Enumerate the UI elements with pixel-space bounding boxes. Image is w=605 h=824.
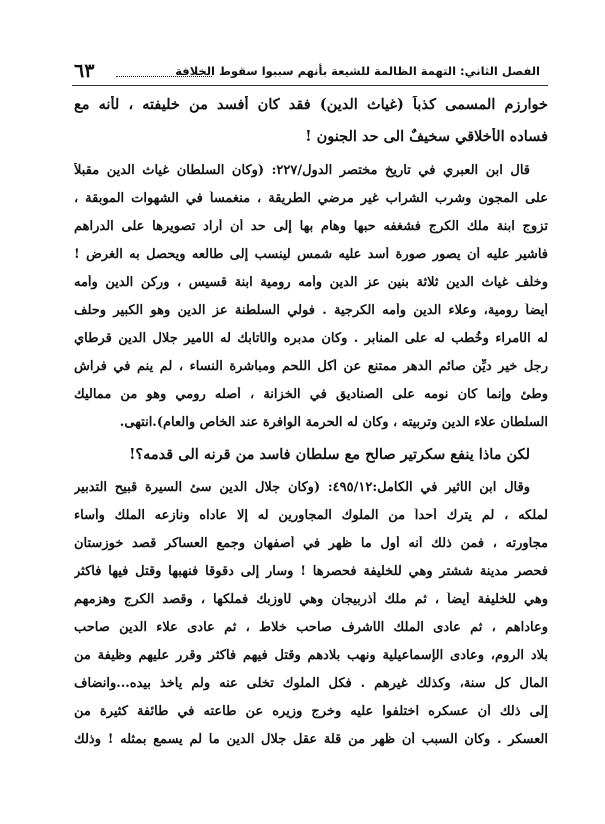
text-line: له الأمراء وخُطب له على المنابر . وكان مدبره والأتابك له الأمير جلال الدين قرطاي <box>74 331 548 346</box>
text-line: تزوج ابنة ملك الكرج فشغفه حبها وهام بها إلى حد أن أراد تصويرها على الدراهم <box>74 219 548 234</box>
header-dotted-leader <box>116 76 212 77</box>
text-line: فساده الأخلاقي سخيفٌ الى حد الجنون ! <box>305 128 548 145</box>
text-line: رجل خير ديِّن صائم الدهر ممتنع عن أكل اللحم ومباشرة النساء ، لم ينم في فراش <box>74 359 548 374</box>
text-line: وطئ وإنما كان نومه على الصناديق في الخزانة ، أصله رومي وهو من مماليك <box>74 387 548 402</box>
text-line: وعاداهم ، ثم عادى الملك الأشرف صاحب خلاط ، ثم عادى علاء الدين صاحب <box>74 620 548 635</box>
text-line: أيضاً رومية، وعلاء الدين وأمه الكرجية . فولي السلطنة عز الدين وهو الكبير وحلف <box>74 303 548 318</box>
text-line: فأشير عليه أن يصور صورة أسد عليه شمس لينسب إلى طالعه ويحصل به الغرض ! <box>74 247 548 262</box>
text-line: قال ابن العبري في تاريخ مختصر الدول/٢٢٧: (وكان السلطان غياث الدين مقبلاً <box>74 163 530 178</box>
page-number: ٦٣ <box>74 60 95 82</box>
text-line: وهي للخليفة أيضاً ، ثم ملك أذربيجان وهي لأوزبك فملكها ، وقصد الكرج وهزمهم <box>74 592 548 607</box>
text-line: بلاد الروم، وعادى الإسماعيلية ونهب بلادهم وقتل فيهم فأكثر وقرر عليهم وظيفة من <box>74 648 548 663</box>
text-line: إلى ذلك أن عسكره اختلفوا عليه وخرج وزيره عن طاعته في طائفة كثيرة من <box>74 704 548 719</box>
text-line: لملكه ، لم يترك أحداً من الملوك المجاورين له إلا عاداه ونازعه الملك وأساء <box>74 508 548 523</box>
text-line: لكن ماذا ينفع سكرتير صالح مع سلطان فاسد من قرنه الى قدمه؟! <box>129 446 530 463</box>
running-header-title: الفصل الثاني: التهمة الظالمة للشيعة بأنهم سببوا سقوط الخلافة <box>175 64 540 78</box>
header-rule <box>72 85 548 86</box>
text-line: فحصر مدينة ششتر وهي للخليفة فحصرها ! وسار إلى دقوقا فنهبها وقتل فيها فأكثر <box>74 564 548 579</box>
text-line: المال كل سنة، وكذلك غيرهم . فكل الملوك تخلى عنه ولم يأخذ بيده...وانضاف <box>74 676 548 691</box>
text-line: مجاورته ، فمن ذلك أنه أول ما ظهر في أصفهان وجمع العساكر قصد خوزستان <box>74 536 548 551</box>
text-line: خوارزم المسمى كذباً (غياث الدين) فقد كان أفسد من خليفته ، لأنه مع <box>74 96 548 113</box>
text-line: وقال ابن الأثير في الكامل:٤٩٥/١٢: (وكان جلال الدين سئ السيرة قبيح التدبير <box>74 480 530 495</box>
text-line: على المجون وشرب الشراب غير مرضي الطريقة ، منغمساً في الشهوات الموبقة ، <box>74 191 548 206</box>
text-line: العسكر . وكان السبب أن ظهر من قلة عقل جلال الدين ما لم يسمع بمثله ! وذلك <box>74 732 548 747</box>
text-line: وخلَّف غياث الدين ثلاثة بنين عز الدين وأمه رومية ابنة قسيس ، وركن الدين وأمه <box>74 275 548 290</box>
text-line: السلطان علاء الدين وتربيته ، وكان له الحرمة الوافرة عند الخاص والعام).انتهى. <box>119 415 548 430</box>
